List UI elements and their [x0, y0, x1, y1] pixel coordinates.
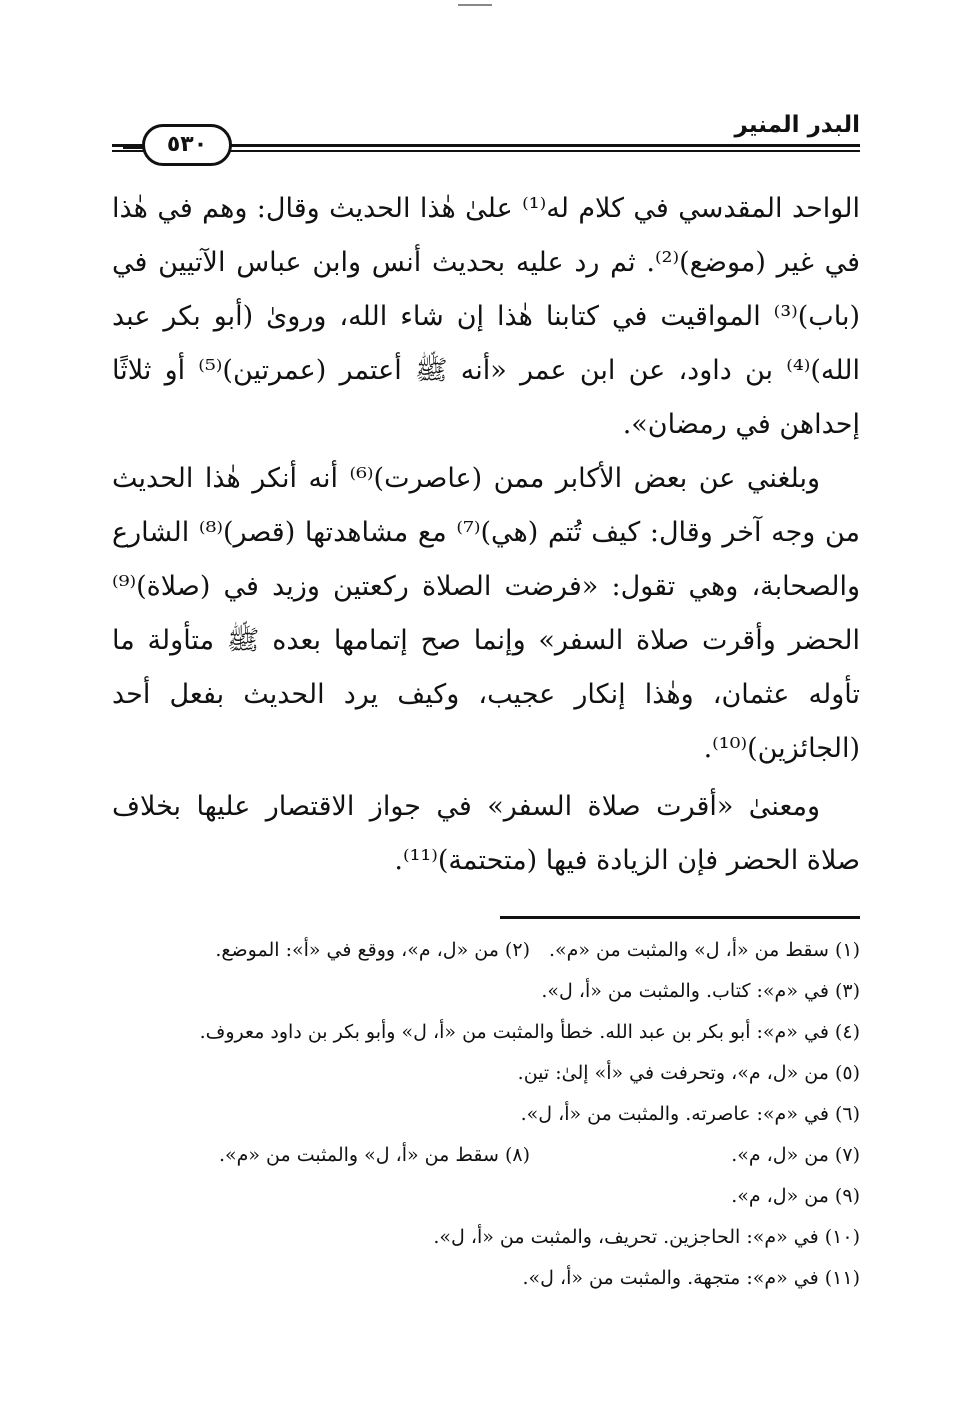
- badge-tail: [123, 146, 145, 149]
- footnote-line: [112, 1217, 860, 1258]
- footnote-7: (٧) من «ل، م».: [731, 1144, 860, 1166]
- footnote-line: [112, 1258, 860, 1299]
- footnote-line: [112, 930, 860, 971]
- footnote-line: [112, 1094, 860, 1135]
- running-title: البدر المنير: [734, 112, 860, 138]
- page-number: ٥٣٠: [166, 132, 208, 157]
- footnote-4: (٤) في «م»: أبو بكر بن عبد الله. خطأ والمثبت من «أ، ل» وأبو بكر بن داود معروف.: [199, 1021, 860, 1043]
- footnote-line: [112, 1012, 860, 1053]
- paragraph-2: وبلغني عن بعض الأكابر ممن (عاصرت)⁽⁶⁾ أنه أنكر هٰذا الحديث من وجه آخر وقال: كيف تُتم (هي)⁽⁷⁾ مع مشاهدتها (قصر)⁽⁸⁾ الشارع والصحابة، وهي تقول: «فرضت الصلاة ركعتين وزيد في (صلاة)⁽⁹⁾ الحضر وأقرت صلاة السفر» وإنما صح إتمامها بعده ﷺ متأولة ما تأوله عثمان، وهٰذا إنكار عجيب، وكيف يرد الحديث بفعل أحد (الجائزين)⁽¹⁰⁾.: [112, 463, 860, 764]
- main-text: [112, 182, 860, 888]
- page-header: [112, 112, 860, 156]
- footnotes: [112, 930, 860, 1299]
- footnote-line: [112, 1135, 860, 1176]
- footnote-2: (٢) من «ل، م»، ووقع في «أ»: الموضع.: [215, 939, 530, 961]
- top-crop-mark: [458, 4, 492, 6]
- footnote-10: (١٠) في «م»: الحاجزين. تحريف، والمثبت من «أ، ل».: [433, 1226, 860, 1248]
- footnote-9: (٩) من «ل، م».: [731, 1185, 860, 1207]
- footnote-3: (٣) في «م»: كتاب. والمثبت من «أ، ل».: [541, 980, 860, 1002]
- footnote-1: (١) سقط من «أ، ل» والمثبت من «م».: [548, 939, 860, 961]
- footnote-line: [112, 1176, 860, 1217]
- footnote-6: (٦) في «م»: عاصرته. والمثبت من «أ، ل».: [520, 1103, 860, 1125]
- footnote-line: [112, 1053, 860, 1094]
- footnote-11: (١١) في «م»: متجهة. والمثبت من «أ، ل».: [522, 1267, 860, 1289]
- footnote-line: [112, 971, 860, 1012]
- footnote-8: (٨) سقط من «أ، ل» والمثبت من «م».: [218, 1144, 530, 1166]
- paragraph-3: ومعنىٰ «أقرت صلاة السفر» في جواز الاقتصار عليها بخلاف صلاة الحضر فإن الزيادة فيها (متحتمة)⁽¹¹⁾.: [112, 791, 860, 876]
- page-number-badge: [142, 124, 232, 166]
- paragraph-1: الواحد المقدسي في كلام له⁽¹⁾ علىٰ هٰذا الحديث وقال: وهم في هٰذا في غير (موضع)⁽²⁾. ثم رد عليه بحديث أنس وابن عباس الآتيين في (باب)⁽³⁾ المواقيت في كتابنا هٰذا إن شاء الله، وروىٰ (أبو بكر عبد الله)⁽⁴⁾ بن داود، عن ابن عمر «أنه ﷺ أعتمر (عمرتين)⁽⁵⁾ أو ثلاثًا إحداهن في رمضان».: [112, 193, 861, 440]
- footnote-separator: [500, 916, 860, 919]
- footnote-5: (٥) من «ل، م»، وتحرفت في «أ» إلىٰ: تين.: [517, 1062, 860, 1084]
